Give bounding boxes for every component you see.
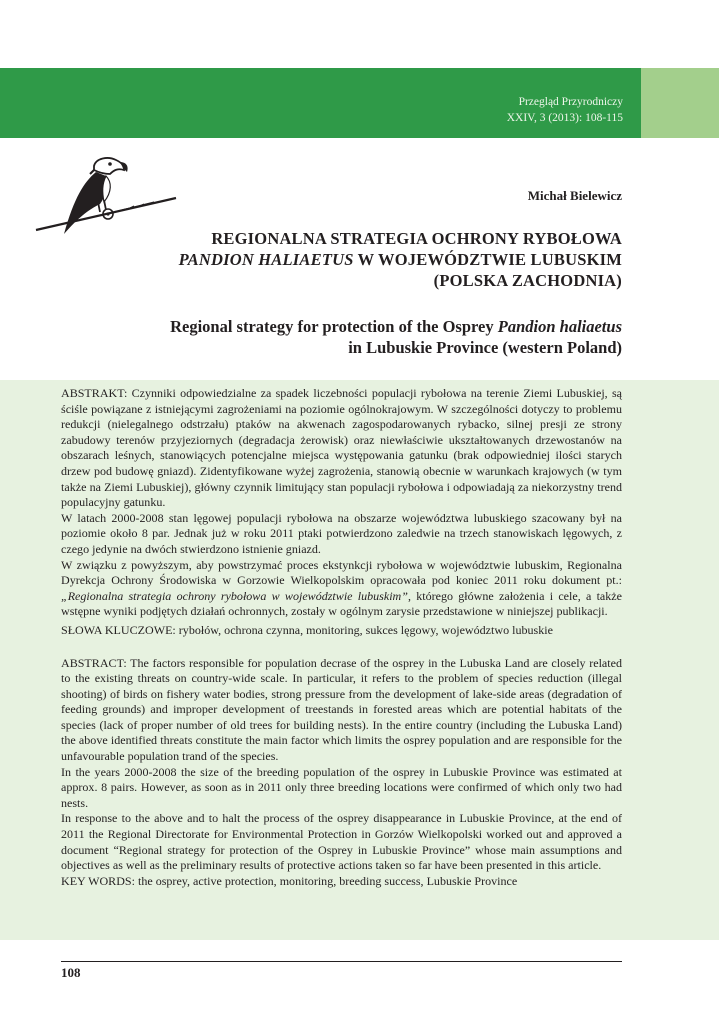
title-pl-line3: (POLSKA ZACHODNIA)	[433, 271, 622, 290]
abstract-en-paragraph: In response to the above and to halt the process of the osprey disappearance in Lubuskie Province, at the end of 2011 the Regional Directorate for Environmental Protection in Gorzów Wielkopolski worked out and approved a document “Regional strategy for protection of the Osprey in Lubuskie Province” whose main assumptions and objectives as well as the preliminary results of protective actions taken so far have been presented in this article.	[61, 811, 622, 873]
title-en-line1	[62, 316, 622, 337]
author: Michał Bielewicz	[527, 188, 622, 203]
journal-name: Przegląd Przyrodniczy	[518, 96, 623, 108]
footer-rule	[61, 961, 622, 962]
abstract-pl-doc-title: „Regionalna strategia ochrony rybołowa w województwie lubuskim”	[61, 588, 408, 603]
abstract-pl-p3-start: W związku z powyższym, aby powstrzymać proces ekstynkcji rybołowa w województwie lubuskim, Regionalna Dyrekcja Ochrony Środowiska w Gorzowie Wielkopolskim opracowała pod koniec 2011 roku dokument pt.:	[61, 557, 622, 588]
title-english	[62, 316, 622, 358]
title-en-line1-text: Regional strategy for protection of the Osprey	[170, 317, 498, 336]
abstract-section	[61, 386, 622, 889]
page-number: 108	[61, 965, 81, 980]
title-en-line2: in Lubuskie Province (western Poland)	[348, 338, 622, 357]
abstract-en-paragraph: ABSTRACT: The factors responsible for population decrase of the osprey in the Lubuska Land are closely related to the existing threats on country-wide scale. In particular, it refers to the problem of species reduction (illegal shooting) of birds on fishery water bodies, strong pressure from the development of lake-side areas (degradation of feeding grounds) and improper development of treestands in forested areas which are potential habitats of the species (lack of proper number of old trees for building nests). In the entire country (including the Lubuska Land) the above identified threats constitute the main factor which limits the osprey population and are responsible for the unfavourable population trand of the species.	[61, 655, 622, 764]
abstract-pl-paragraph: ABSTRAKT: Czynniki odpowiedzialne za spadek liczebności populacji rybołowa na terenie Ziemi Lubuskiej, są ściśle powiązane z istniejącymi zagrożeniami na poziomie ogólnokrajowym. W szczególności dotyczy to problemu redukcji (nielegalnego odstrzału) ptaków na akwenach zagospodarowanych rybacko, silnej presji ze strony zabudowy terenów przyjeziornych (degradacja żerowisk) oraz niewłaściwie ukształtowanych drzewostanów na obszarach leśnych, stanowiących potencjalne miejsca występowania gatunku (brak odpowiedniej ilości starych drzew pod budowę gniazd). Zidentyfikowane wyżej zagrożenia, stanowią obecnie w warunkach krajowych (w tym także na Ziemi Lubuskiej), główny czynnik limitujący stan populacji rybołowa i odpowiadają za niekorzystny trend populacyjny gatunku.	[61, 386, 622, 510]
keywords-pl: SŁOWA KLUCZOWE: rybołów, ochrona czynna, monitoring, sukces lęgowy, województwo lubuskie	[61, 622, 553, 637]
journal-issue: XXIV, 3 (2013): 108-115	[506, 112, 623, 124]
header-tab	[641, 68, 719, 138]
title-polish	[102, 228, 622, 291]
journal-info	[507, 94, 623, 126]
title-pl-line1: REGIONALNA STRATEGIA OCHRONY RYBOŁOWA	[211, 229, 622, 248]
keywords-en: KEY WORDS: the osprey, active protection, monitoring, breeding success, Lubuskie Province	[61, 873, 518, 888]
title-pl-line2-rest: W WOJEWÓDZTWIE LUBUSKIM	[353, 250, 622, 269]
title-en-species: Pandion haliaetus	[497, 317, 622, 336]
abstract-pl-p3-end: , którego główne założenia i cele, a także wstępne wyniki podjętych działań ochronnych, zostały w ogólnym zarysie przedstawione w niniejszej publikacji.	[61, 588, 622, 619]
abstract-en-paragraph: In the years 2000-2008 the size of the breeding population of the osprey in Lubuskie Province was estimated at approx. 8 pairs. However, as soon as in 2011 only three breeding locations were confirmed of which only two had nests.	[61, 764, 622, 810]
abstract-pl-paragraph	[61, 558, 622, 620]
abstract-pl-paragraph: W latach 2000-2008 stan lęgowej populacji rybołowa na obszarze województwa lubuskiego szacowany był na poziomie około 8 par. Jednak już w roku 2011 ptaki potwierdzono zaledwie na trzech stanowiskach lęgowych, z czego jedynie na dwóch stwierdzono istnienie gniazd.	[61, 510, 622, 556]
title-pl-species: PANDION HALIAETUS	[178, 250, 354, 269]
title-pl-line2	[102, 249, 622, 270]
